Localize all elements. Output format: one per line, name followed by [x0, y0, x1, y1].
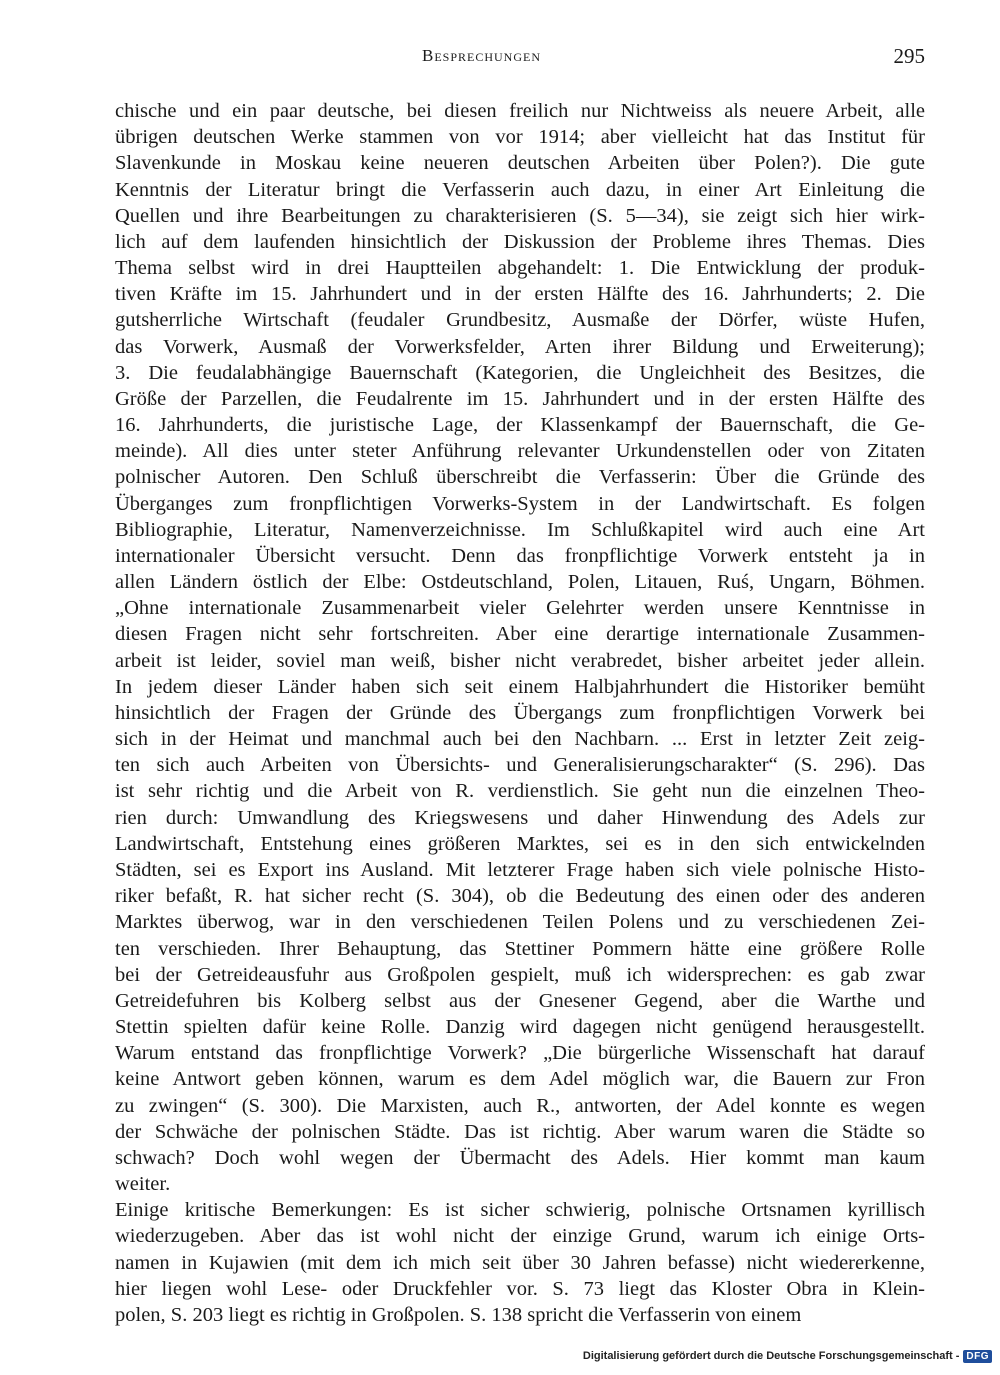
text-line: Quellen und ihre Bearbeitungen zu charakterisieren (S. 5—34), sie zeigt sich hier wirk-	[115, 204, 925, 227]
page-header	[115, 44, 925, 76]
text-line: weiter.	[115, 1173, 171, 1196]
text-line: Warum entstand das fronpflichtige Vorwerk? „Die bürgerliche Wissenschaft hat darauf	[115, 1042, 925, 1065]
text-line: Überganges zum fronpflichtigen Vorwerks-System in der Landwirtschaft. Es folgen	[115, 492, 925, 515]
text-line: Kenntnis der Literatur bringt die Verfasserin auch dazu, in einer Art Einleitung die	[115, 178, 925, 201]
funding-note: Digitalisierung gefördert durch die Deutsche Forschungsgemeinschaft -	[582, 1350, 960, 1362]
text-line: Marktes überwog, war in den verschiedenen Teilen Polens und zu verschiedenen Zei-	[115, 911, 925, 934]
text-line: ist sehr richtig und die Arbeit von R. verdienstlich. Sie geht nun die einzelnen Theo-	[115, 780, 925, 803]
text-line: Landwirtschaft, Entstehung eines größeren Marktes, sei es in den sich entwickelnden	[115, 832, 925, 855]
text-line: arbeit ist leider, soviel man weiß, bisher nicht verabredet, bisher arbeitet jeder allein.	[115, 649, 925, 672]
text-line: schwach? Doch wohl wegen der Übermacht des Adels. Hier kommt man kaum	[115, 1146, 925, 1169]
text-line: riker befaßt, R. hat sicher recht (S. 304), ob die Bedeutung des einen oder des anderen	[115, 885, 925, 908]
text-line: internationaler Übersicht versucht. Denn das fronpflichtige Vorwerk entsteht ja in	[115, 544, 925, 567]
text-line: ten verschieden. Ihrer Behauptung, das Stettiner Pommern hätte eine größere Rolle	[115, 937, 925, 960]
text-line: wiederzugeben. Aber das ist wohl nicht der einzige Grund, warum ich einige Orts-	[115, 1225, 925, 1248]
text-line: lich auf dem laufenden hinsichtlich der Diskussion der Probleme ihres Themas. Dies	[115, 230, 925, 253]
text-line: Größe der Parzellen, die Feudalrente im 15. Jahrhundert und in der ersten Hälfte des	[115, 387, 925, 410]
text-line: hier liegen wohl Lese- oder Druckfehler vor. S. 73 liegt das Kloster Obra in Klein-	[115, 1277, 925, 1300]
text-line: Thema selbst wird in drei Hauptteilen abgehandelt: 1. Die Entwicklung der produk-	[115, 257, 925, 280]
text-line: zu zwingen“ (S. 300). Die Marxisten, auch R., antworten, der Adel konnte es wegen	[115, 1094, 925, 1117]
text-line: das Vorwerk, Ausmaß der Vorwerksfelder, Arten ihrer Bildung und Erweiterung);	[115, 335, 925, 358]
text-line: polen, S. 203 liegt es richtig in Großpolen. S. 138 spricht die Verfasserin von einem	[115, 1303, 802, 1326]
text-line: Städten, sei es Export ins Ausland. Mit letzterer Frage haben sich viele polnische Histo-	[115, 858, 925, 881]
text-line: Bibliographie, Literatur, Namenverzeichnisse. Im Schlußkapitel wird auch eine Art	[115, 518, 925, 541]
text-line: keine Antwort geben können, warum es dem Adel möglich war, die Bauern zur Fron	[115, 1068, 925, 1091]
text-line: „Ohne internationale Zusammenarbeit vieler Gelehrter werden unsere Kenntnisse in	[115, 597, 925, 620]
text-line: allen Ländern östlich der Elbe: Ostdeutschland, Polen, Litauen, Ruś, Ungarn, Böhmen.	[115, 571, 925, 594]
text-line: gutsherrliche Wirtschaft (feudaler Grundbesitz, Ausmaße der Dörfer, wüste Hufen,	[115, 309, 925, 332]
text-line: In jedem dieser Länder haben sich seit einem Halbjahrhundert die Historiker bemüht	[115, 675, 925, 698]
text-line: rien durch: Umwandlung des Kriegswesens und daher Hinwendung des Adels zur	[115, 806, 925, 829]
text-line: meinde). All dies unter steter Anführung relevanter Urkundenstellen oder von Zitaten	[115, 440, 925, 463]
text-line: 3. Die feudalabhängige Bauernschaft (Kategorien, die Ungleichheit des Besitzes, die	[115, 361, 925, 384]
text-line: polnischer Autoren. Den Schluß überschreibt die Verfasserin: Über die Gründe des	[115, 466, 925, 489]
text-line: Slavenkunde in Moskau keine neueren deutschen Arbeiten über Polen?). Die gute	[115, 152, 925, 175]
text-line: tiven Kräfte im 15. Jahrhundert und in der ersten Hälfte des 16. Jahrhunderts; 2. Die	[115, 283, 925, 306]
text-line: Getreidefuhren bis Kolberg selbst aus der Gnesener Gegend, aber die Warthe und	[115, 989, 925, 1012]
text-line: bei der Getreideausfuhr aus Großpolen gespielt, muß ich widersprechen: es gab zwar	[115, 963, 925, 986]
text-line: Stettin spielten dafür keine Rolle. Danzig wird dagegen nicht genügend herausgestellt.	[115, 1016, 925, 1039]
running-title: Besprechungen	[422, 46, 542, 65]
text-line: ten sich auch Arbeiten von Übersichts- und Generalisierungscharakter“ (S. 296). Das	[115, 754, 925, 777]
page-number: 295	[893, 44, 925, 68]
text-line: namen in Kujawien (mit dem ich mich seit über 30 Jahren befasse) nicht wiedererkenne,	[115, 1251, 925, 1274]
text-line: diesen Fragen nicht sehr fortschreiten. Aber eine derartige internationale Zusammen-	[115, 623, 925, 646]
text-line: übrigen deutschen Werke stammen von vor 1914; aber vielleicht hat das Institut für	[115, 126, 925, 149]
footer	[583, 1347, 992, 1365]
text-line: chische und ein paar deutsche, bei diesen freilich nur Nichtweiss als neuere Arbeit, alle	[115, 100, 925, 122]
text-line: sich in der Heimat und manchmal auch bei den Nachbarn. ... Erst in letzter Zeit zeig-	[115, 728, 925, 751]
text-line: 16. Jahrhunderts, die juristische Lage, der Klassenkampf der Bauernschaft, die Ge-	[115, 414, 925, 437]
text-line: Einige kritische Bemerkungen: Es ist sicher schwierig, polnische Ortsnamen kyrillisch	[115, 1199, 925, 1222]
body-text	[115, 98, 925, 1328]
dfg-logo: DFG	[963, 1350, 992, 1363]
text-line: der Schwäche der polnischen Städte. Das ist richtig. Aber warum waren die Städte so	[115, 1120, 925, 1143]
text-line: hinsichtlich der Fragen der Gründe des Übergangs zum fronpflichtigen Vorwerk bei	[115, 701, 925, 724]
